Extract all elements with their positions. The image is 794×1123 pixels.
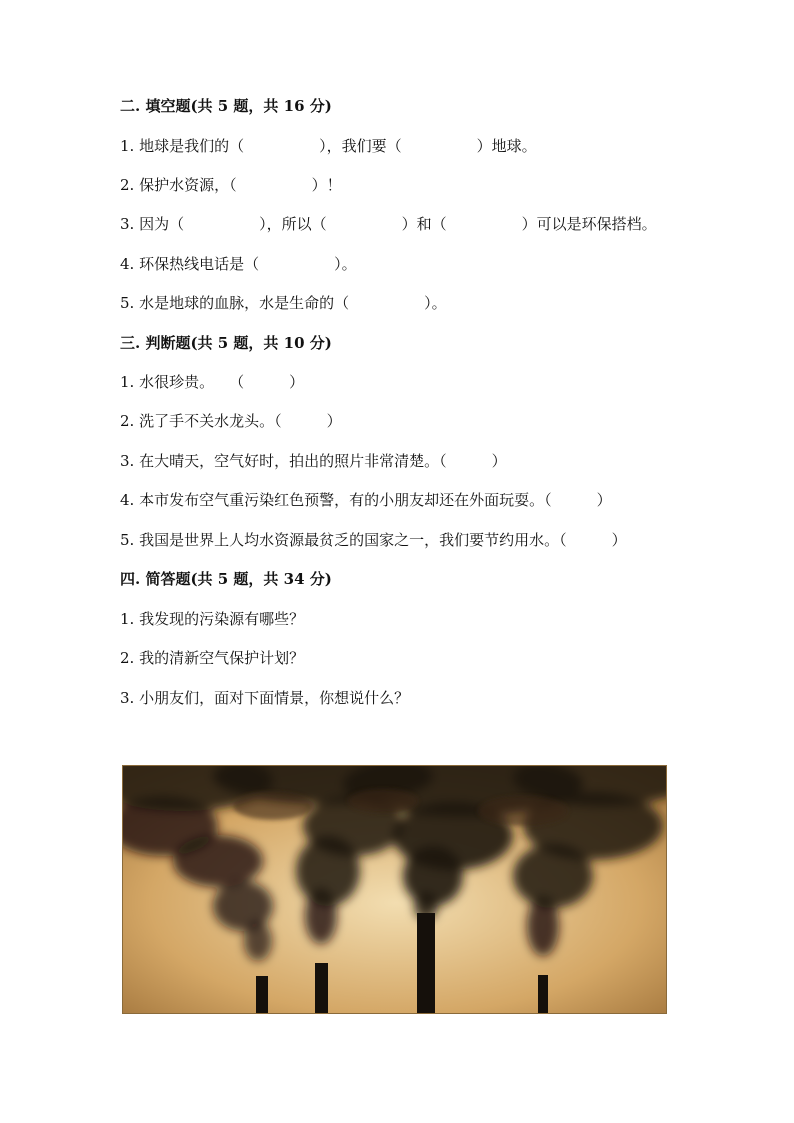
fill-blank-question-5: 5. 水是地球的血脉，水是生命的（ ）。: [120, 294, 447, 312]
short-answer-question-3: 3. 小朋友们，面对下面情景，你想说什么？: [120, 689, 410, 707]
true-false-question-5: 5. 我国是世界上人均水资源最贫乏的国家之一，我们要节约用水。（ ）: [120, 531, 627, 549]
pollution-photo: [122, 765, 667, 1014]
true-false-question-1: 1. 水很珍贵。 （ ）: [120, 373, 305, 391]
true-false-question-3: 3. 在大晴天，空气好时，拍出的照片非常清楚。（ ）: [120, 452, 507, 470]
fill-blank-question-3: 3. 因为（ ），所以（ ）和（ ）可以是环保搭档。: [120, 215, 657, 233]
true-false-question-4: 4. 本市发布空气重污染红色预警，有的小朋友却还在外面玩耍。（ ）: [120, 491, 612, 509]
short-answer-question-2: 2. 我的清新空气保护计划？: [120, 649, 305, 667]
section-heading-fill-blank: 二. 填空题(共 5 题，共 16 分): [120, 97, 332, 115]
fill-blank-question-2: 2. 保护水资源，（ ）！: [120, 176, 342, 194]
fill-blank-question-4: 4. 环保热线电话是（ ）。: [120, 255, 357, 273]
section-heading-true-false: 三. 判断题(共 5 题，共 10 分): [120, 334, 332, 352]
short-answer-question-1: 1. 我发现的污染源有哪些？: [120, 610, 305, 628]
section-heading-short-answer: 四. 简答题(共 5 题，共 34 分): [120, 570, 332, 588]
true-false-question-2: 2. 洗了手不关水龙头。（ ）: [120, 412, 342, 430]
fill-blank-question-1: 1. 地球是我们的（ ），我们要（ ）地球。: [120, 137, 537, 155]
